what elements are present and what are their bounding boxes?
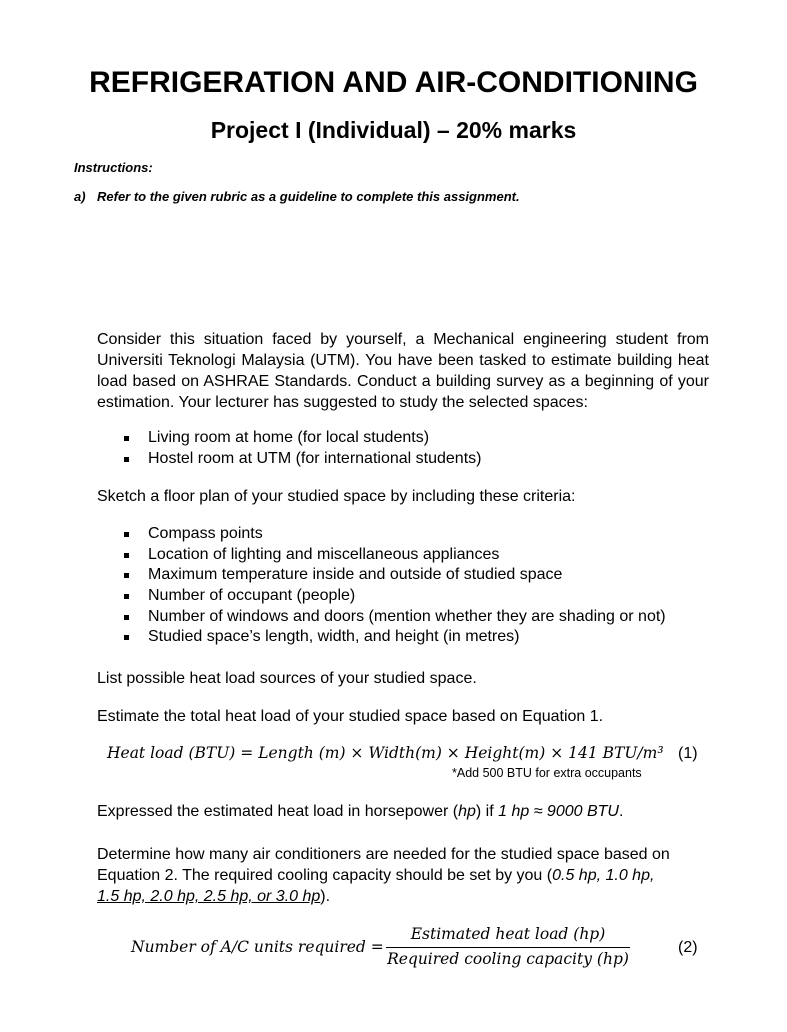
- equation-1-number: (1): [678, 745, 698, 762]
- list-item: Hostel room at UTM (for international students): [120, 449, 481, 470]
- determine-line-1: Determine how many air conditioners are needed for the studied space based on: [97, 846, 670, 863]
- spaces-list: [120, 428, 481, 469]
- list-sources-instruction: List possible heat load sources of your studied space.: [97, 670, 477, 687]
- list-item: Living room at home (for local students): [120, 428, 481, 449]
- equation-2-numerator: Estimated heat load (hp): [410, 925, 606, 943]
- determine-line-2: Equation 2. The required cooling capacity should be set by you (0.5 hp, 1.0 hp,: [97, 867, 655, 884]
- list-item: Number of occupant (people): [120, 586, 666, 607]
- bullet-icon: [124, 457, 129, 462]
- bullet-icon: [124, 635, 129, 640]
- page-title: REFRIGERATION AND AIR-CONDITIONING: [89, 66, 698, 99]
- bullet-icon: [124, 553, 129, 558]
- express-instruction: Expressed the estimated heat load in horsepower (hp) if 1 hp ≈ 9000 BTU.: [97, 803, 624, 820]
- equation-1-note: *Add 500 BTU for extra occupants: [452, 766, 642, 780]
- fraction-bar: [386, 947, 630, 948]
- equation-2-denominator: Required cooling capacity (hp): [387, 950, 629, 968]
- bullet-icon: [124, 436, 129, 441]
- instructions-heading: Instructions:: [74, 160, 153, 175]
- page-subtitle: Project I (Individual) – 20% marks: [210, 117, 577, 143]
- equation-1: Heat load (BTU) = Length (m) × Width(m) × Height(m) × 141 BTU/m³: [107, 744, 664, 762]
- bullet-icon: [124, 594, 129, 599]
- list-item: Number of windows and doors (mention whether they are shading or not): [120, 607, 666, 628]
- estimate-instruction: Estimate the total heat load of your studied space based on Equation 1.: [97, 708, 604, 725]
- list-item: Compass points: [120, 524, 666, 545]
- bullet-icon: [124, 615, 129, 620]
- list-item: Maximum temperature inside and outside of studied space: [120, 565, 666, 586]
- instruction-a-text: Refer to the given rubric as a guideline to complete this assignment.: [97, 189, 520, 204]
- list-item: Location of lighting and miscellaneous appliances: [120, 545, 666, 566]
- bullet-icon: [124, 532, 129, 537]
- criteria-list: [120, 524, 666, 648]
- sketch-instruction: Sketch a floor plan of your studied space by including these criteria:: [97, 488, 576, 505]
- list-item: Studied space’s length, width, and height (in metres): [120, 627, 666, 648]
- equation-2-lhs: Number of A/C units required =: [131, 938, 384, 956]
- equation-2-number: (2): [678, 939, 698, 956]
- instruction-a-marker: a): [74, 189, 86, 204]
- determine-line-3: 1.5 hp, 2.0 hp, 2.5 hp, or 3.0 hp).: [97, 888, 331, 905]
- intro-paragraph: Consider this situation faced by yourself, a Mechanical engineering student from Universiti Teknologi Malaysia (UTM). You have been tasked to estimate building heat load based on ASHRAE Standards. Conduct a building survey as a beginning of your estimation. Your lecturer has suggested to study the selected spaces:: [97, 331, 709, 411]
- bullet-icon: [124, 573, 129, 578]
